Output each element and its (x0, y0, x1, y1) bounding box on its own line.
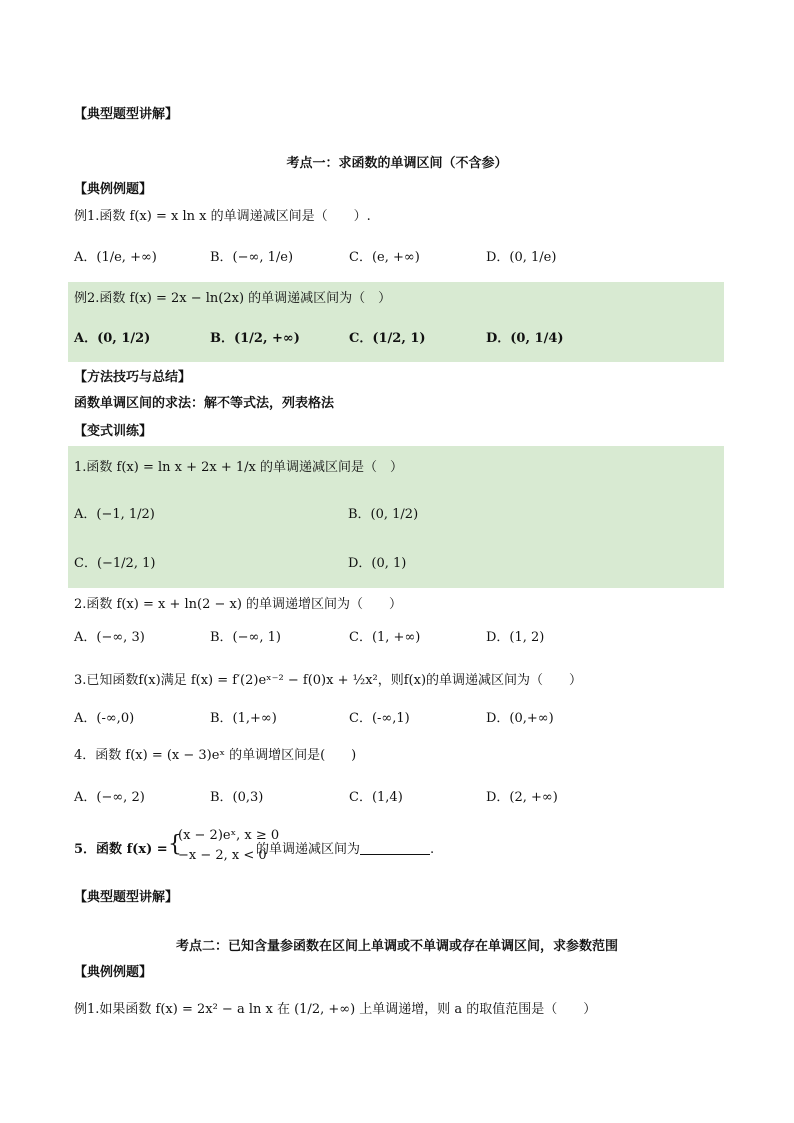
example-2-question: 例2.函数 f(x) = 2x − ln(2x) 的单调递减区间为（ ） (74, 291, 392, 306)
method-header: 【方法技巧与总结】 (74, 370, 192, 385)
practice-header: 【变式训练】 (74, 424, 153, 439)
option-c: C．(e, +∞) (349, 250, 420, 265)
practice-3-question: 3.已知函数f(x)满足 f(x) = f′(2)eˣ⁻² − f(0)x + ½x²，则f(x)的单调递减区间为（ ） (74, 673, 583, 688)
examples-header: 【典例例题】 (74, 965, 153, 980)
option-b: B．(1,+∞) (210, 711, 277, 726)
option-b: B．(1/2, +∞) (210, 331, 300, 346)
option-a: A．(0, 1/2) (74, 331, 151, 346)
option-c: C．(1/2, 1) (349, 331, 426, 346)
option-d: D．(1, 2) (486, 630, 545, 645)
piecewise-brace: { (168, 832, 182, 857)
practice-5-label: 5．函数 f(x) = (74, 842, 168, 857)
section-header: 【典型题型讲解】 (74, 107, 179, 122)
option-c: C．(-∞,1) (349, 711, 410, 726)
option-d: D．(2, +∞) (486, 790, 558, 805)
practice-5-period: . (430, 842, 435, 857)
practice-1-question: 1.函数 f(x) = ln x + 2x + 1/x 的单调递减区间是（ ） (74, 460, 404, 475)
option-a: A．(1/e, +∞) (74, 250, 157, 265)
practice-5-text (256, 838, 434, 857)
practice-5-question-text: 的单调递减区间为 (256, 842, 361, 857)
option-a: A．(−∞, 2) (74, 790, 145, 805)
example-3-question: 例1.如果函数 f(x) = 2x² − a ln x 在 (1/2, +∞) 上单调递增，则 a 的取值范围是（ ） (74, 1002, 597, 1017)
option-d: D．(0, 1/4) (486, 331, 564, 346)
piecewise-case-2: −x − 2, x < 0 (178, 848, 267, 863)
option-d: D．(0, 1) (348, 556, 407, 571)
option-c: C．(1,4) (349, 790, 403, 805)
practice-4-question: 4．函数 f(x) = (x − 3)eˣ 的单调增区间是( ) (74, 748, 357, 763)
option-b: B．(−∞, 1) (210, 630, 281, 645)
answer-blank[interactable] (360, 842, 430, 855)
option-b: B．(0, 1/2) (348, 507, 419, 522)
section-title: 考点二：已知含量参函数在区间上单调或不单调或存在单调区间，求参数范围 (175, 939, 618, 954)
option-d: D．(0, 1/e) (486, 250, 557, 265)
practice-2-question: 2.函数 f(x) = x + ln(2 − x) 的单调递增区间为（ ） (74, 597, 403, 612)
section-title: 考点一：求函数的单调区间（不含参） (286, 156, 508, 171)
option-c: C．(−1/2, 1) (74, 556, 156, 571)
section-header: 【典型题型讲解】 (74, 890, 179, 905)
option-a: A．(−1, 1/2) (74, 507, 155, 522)
method-text: 函数单调区间的求法：解不等式法，列表格法 (74, 396, 335, 411)
option-a: A．(-∞,0) (74, 711, 135, 726)
option-a: A．(−∞, 3) (74, 630, 145, 645)
example-1-question: 例1.函数 f(x) = x ln x 的单调递减区间是（ ）. (74, 209, 371, 224)
option-d: D．(0,+∞) (486, 711, 554, 726)
piecewise-case-1: (x − 2)eˣ, x ≥ 0 (178, 828, 280, 843)
option-b: B．(0,3) (210, 790, 264, 805)
option-b: B．(−∞, 1/e) (210, 250, 294, 265)
examples-header: 【典例例题】 (74, 182, 153, 197)
option-c: C．(1, +∞) (349, 630, 421, 645)
